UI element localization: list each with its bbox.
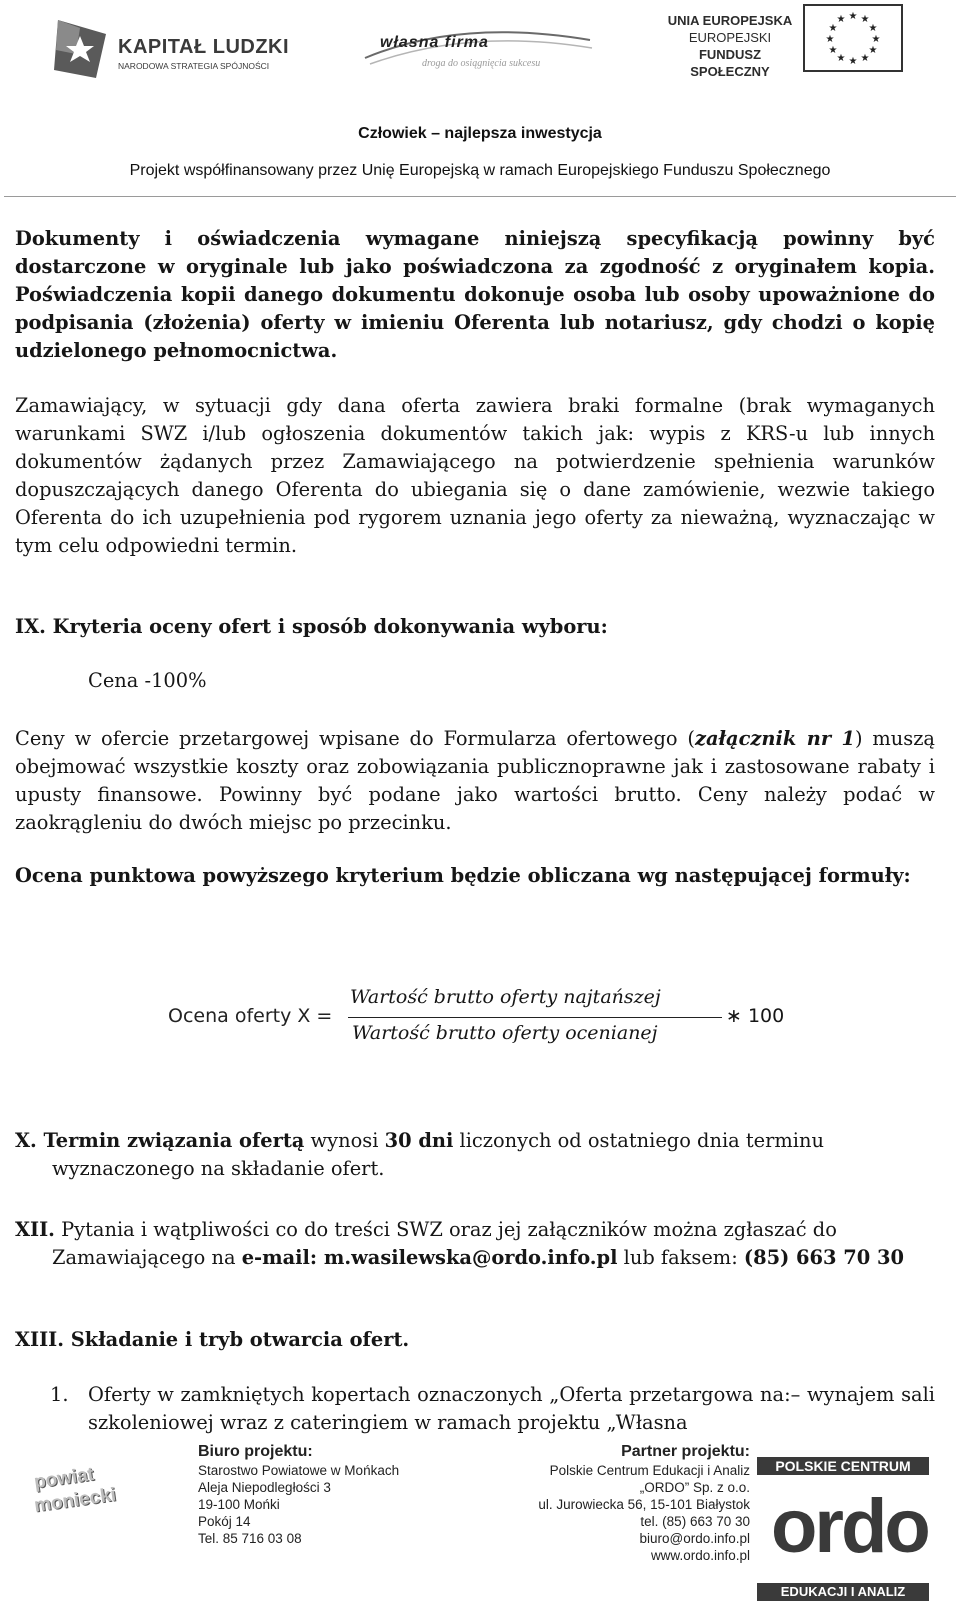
section-12-text-3: lub faksem: [617, 1246, 744, 1269]
kapital-ludzki-subtitle: NARODOWA STRATEGIA SPÓJNOŚCI [118, 61, 270, 71]
section-12-text-2: Zamawiającego na [52, 1246, 242, 1269]
kapital-ludzki-star-icon [50, 14, 114, 84]
svg-text:★: ★ [836, 53, 846, 64]
section-13-title: XIII. Składanie i tryb otwarcia ofert. [15, 1328, 410, 1351]
section-12 [15, 1216, 935, 1272]
svg-text:★: ★ [868, 23, 878, 34]
svg-text:★: ★ [868, 45, 878, 56]
project-partner-website: www.ordo.info.pl [650, 1548, 750, 1563]
svg-text:★: ★ [848, 11, 858, 22]
project-partner-line: tel. (85) 663 70 30 [640, 1514, 750, 1529]
section-10-title: X. Termin związania ofertą [15, 1129, 305, 1152]
section-9-title: IX. Kryteria oceny ofert i sposób dokonywania wyboru: [15, 615, 608, 638]
eu-logo-line2: EUROPEJSKI [688, 30, 772, 45]
price-criterion: Cena -100% [88, 669, 207, 692]
prices-paragraph [15, 725, 935, 837]
header-project-line: Projekt współfinansowany przez Unię Europejską w ramach Europejskiego Funduszu Społecznego [129, 162, 831, 179]
project-partner-line: Polskie Centrum Edukacji i Analiz [549, 1463, 750, 1478]
powiat-logo-line1: powiat [32, 1463, 96, 1494]
ordo-logo-bottom: EDUKACJI I ANALIZ [757, 1583, 929, 1601]
list-item [50, 1381, 935, 1437]
prices-text-2: ) muszą obejmować wszystkie koszty oraz zobowiązania publicznoprawne jak i zastosowane rabaty i upusty finansowe. Powinny być podane jako wartości brutto. Ceny należy podać w zaokrągleniu do dwóch miejsc po przecinku. [15, 727, 935, 834]
header-slogan: Człowiek – najlepsza inwestycja [358, 125, 602, 142]
section-12-number: XII. [15, 1218, 55, 1241]
svg-text:★: ★ [860, 53, 870, 64]
svg-text:★: ★ [828, 45, 838, 56]
wlasna-firma-logo [360, 18, 600, 88]
kapital-ludzki-title: KAPITAŁ LUDZKI [118, 36, 290, 58]
project-partner-line: ul. Jurowiecka 56, 15-101 Białystok [538, 1497, 750, 1512]
section-12-text-1: Pytania i wątpliwości co do treści SWZ oraz jej załączników można zgłaszać do [54, 1218, 837, 1241]
eu-flag-icon [803, 4, 903, 72]
project-partner-block [480, 1442, 750, 1564]
formula-fraction-bar [348, 1017, 722, 1018]
ordo-logo-name: ordo [771, 1484, 928, 1569]
documents-paragraph: Dokumenty i oświadczenia wymagane niniejszą specyfikacją powinny być dostarczone w oryginale lub jako poświadczona za zgodność z oryginałem kopia. Poświadczenia kopii danego dokumentu dokonuje osoba lub osoby upoważnione do podpisania (złożenia) oferty w imieniu Oferenta lub notariusz, gdy chodzi o kopię udzielonego pełnomocnictwa. [15, 227, 935, 362]
eu-logo-line1: UNIA EUROPEJSKA [667, 13, 793, 28]
section-10-text-1: wynosi [304, 1129, 385, 1152]
attachment-reference: załącznik nr 1 [694, 727, 855, 750]
list-item-number: 1. [50, 1383, 69, 1406]
formula-denominator: Wartość brutto oferty ocenianej [352, 1022, 658, 1044]
section-10-days: 30 dni [384, 1129, 454, 1152]
formula-label: Ocena oferty X = [168, 1005, 333, 1027]
ordo-logo [757, 1457, 929, 1602]
eu-logo [660, 4, 920, 79]
project-partner-line: „ORDO” Sp. z o.o. [639, 1480, 750, 1495]
svg-text:★: ★ [825, 34, 835, 45]
list-item-text: Oferty w zamkniętych kopertach oznaczonych „Oferta przetargowa na:– wynajem sali szkoleniowej wraz z cateringiem w ramach projektu „Własna [88, 1383, 935, 1434]
section-10-text-3: wyznaczonego na składanie ofert. [52, 1157, 385, 1180]
section-10-text-2: liczonych od ostatniego dnia terminu [453, 1129, 824, 1152]
project-office-line: Starostwo Powiatowe w Mońkach [198, 1463, 400, 1478]
powiat-logo-line2: moniecki [32, 1484, 118, 1517]
project-office-line: Pokój 14 [198, 1514, 251, 1529]
scoring-formula [0, 980, 960, 1060]
contact-fax: (85) 663 70 30 [743, 1246, 904, 1269]
project-office-line: Aleja Niepodległości 3 [198, 1480, 331, 1495]
svg-text:★: ★ [836, 14, 846, 25]
svg-text:★: ★ [860, 14, 870, 25]
project-office-line: Tel. 85 716 03 08 [198, 1531, 302, 1546]
wlasna-firma-title: własna firma [380, 34, 489, 51]
section-12-continuation [15, 1244, 935, 1272]
project-office-line: 19-100 Mońki [198, 1497, 280, 1512]
header-divider [4, 196, 956, 197]
project-office-title: Biuro projektu: [198, 1443, 313, 1460]
kapital-ludzki-logo [50, 14, 290, 84]
svg-text:★: ★ [871, 34, 881, 45]
project-partner-title: Partner projektu: [621, 1443, 750, 1460]
prices-text-1: Ceny w ofercie przetargowej wpisane do Formularza ofertowego ( [15, 727, 695, 750]
wlasna-firma-swoosh-icon [360, 18, 600, 88]
scoring-heading: Ocena punktowa powyższego kryterium będzie obliczana wg następującej formuły: [15, 864, 911, 887]
zamawiajacy-paragraph: Zamawiający, w sytuacji gdy dana oferta zawiera braki formalne (brak wymaganych warunkami SWZ i/lub ogłoszenia dokumentów takich jak: wypis z KRS-u lub innych dokumentów żądanych przez Zamawiającego na potwierdzenie spełnienia warunków dopuszczających danego Oferenta do ubiegania się o dane zamówienie, wezwie takiego Oferenta do ich uzupełnienia pod rygorem uznania jego oferty za nieważną, wyznaczając w tym celu odpowiedni termin. [15, 394, 935, 557]
formula-multiplier: ∗ 100 [726, 1005, 785, 1027]
section-10 [15, 1127, 935, 1183]
project-office-block [198, 1442, 458, 1547]
powiat-moniecki-logo [28, 1462, 148, 1542]
eu-logo-text [660, 12, 800, 80]
ordo-logo-top: POLSKIE CENTRUM [757, 1457, 929, 1475]
svg-text:★: ★ [828, 23, 838, 34]
svg-text:★: ★ [848, 56, 858, 67]
wlasna-firma-subtitle: droga do osiągnięcia sukcesu [422, 58, 541, 69]
contact-email: e-mail: m.wasilewska@ordo.info.pl [241, 1246, 618, 1269]
eu-logo-line3: FUNDUSZ SPOŁECZNY [690, 47, 770, 79]
formula-numerator: Wartość brutto oferty najtańszej [350, 986, 661, 1008]
project-partner-email: biuro@ordo.info.pl [639, 1531, 750, 1546]
